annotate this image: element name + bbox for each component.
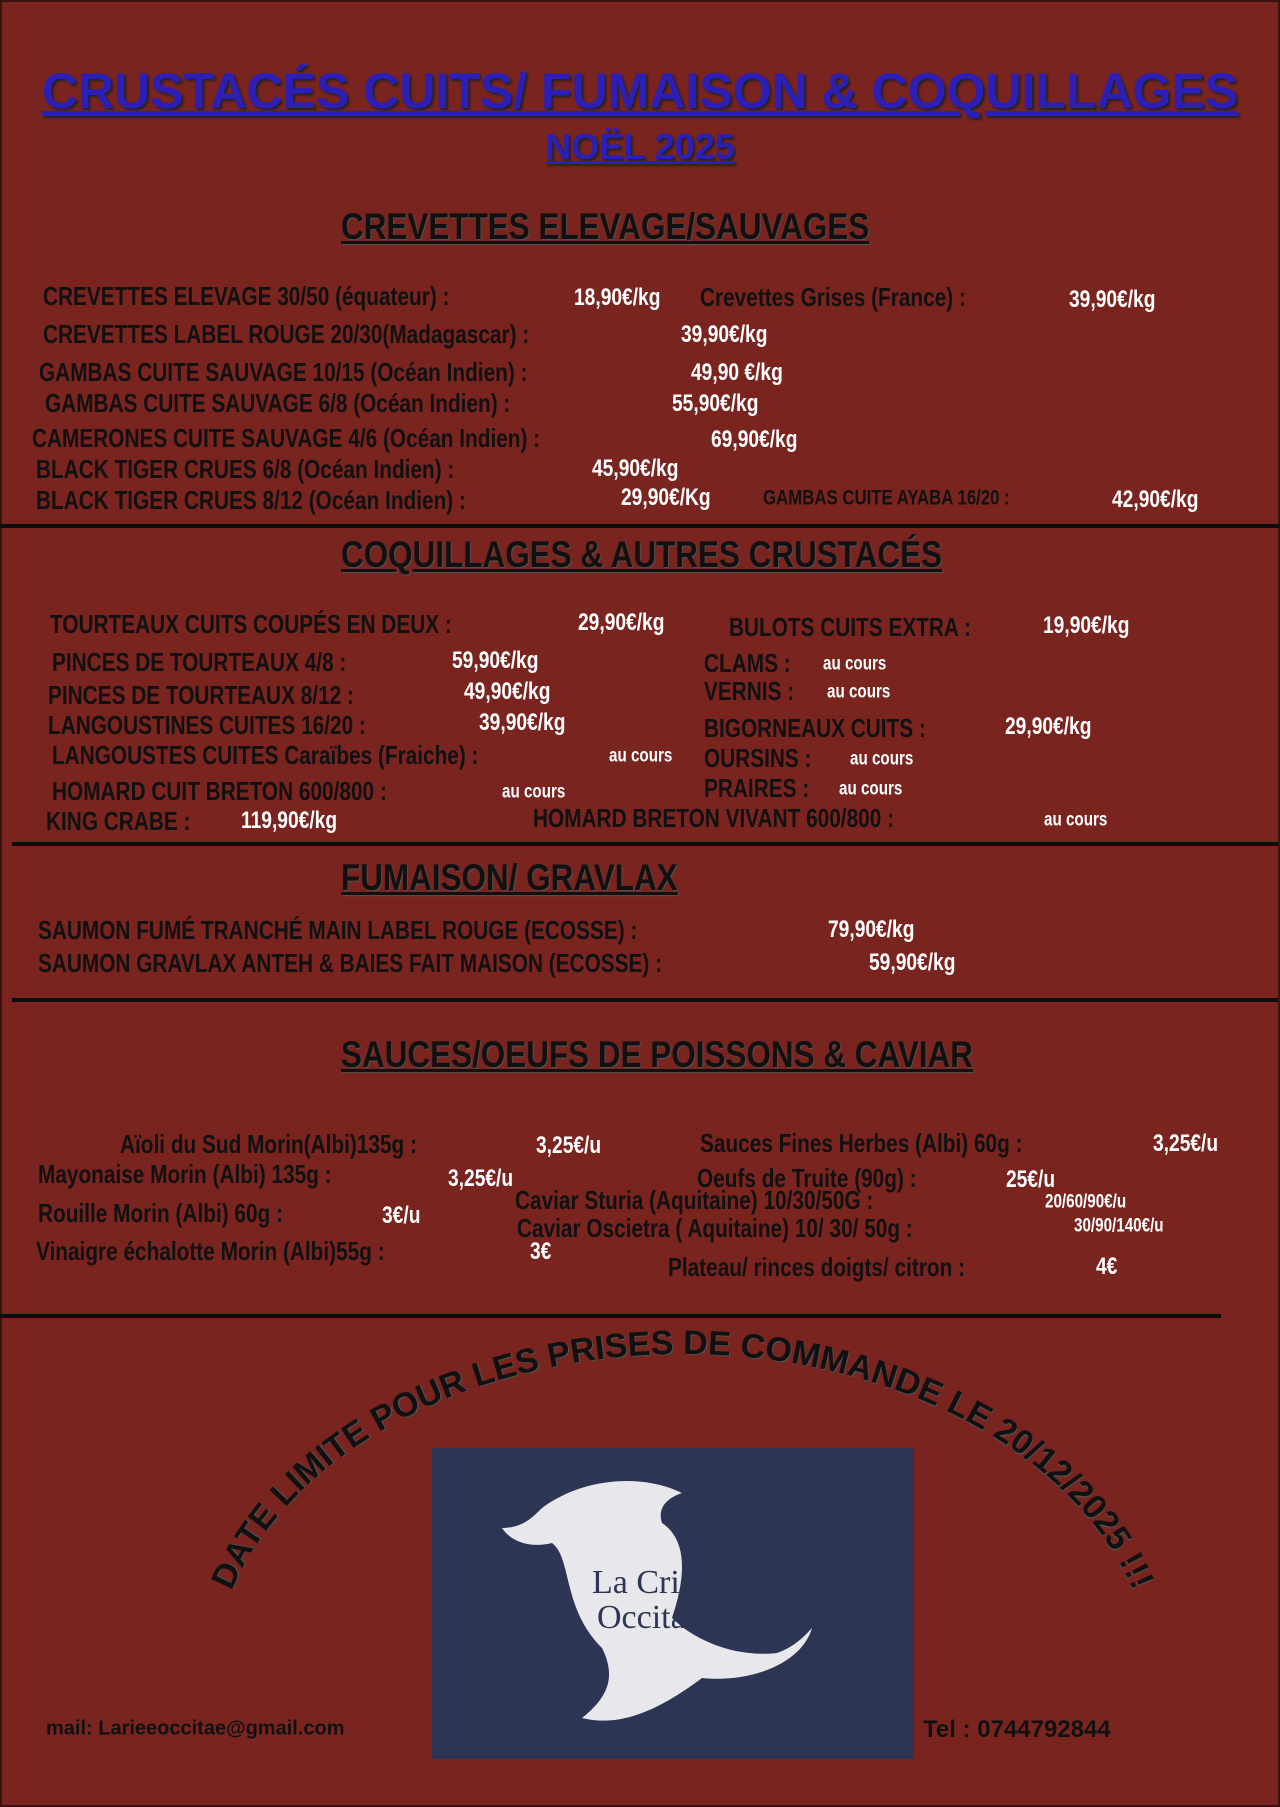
item-label: OURSINS : — [704, 743, 812, 773]
item-label: PRAIRES : — [704, 773, 810, 803]
page-title: CRUSTACÉS CUITS/ FUMAISON & COQUILLAGES — [41, 63, 1239, 119]
item-label: Caviar Oscietra ( Aquitaine) 10/ 30/ 50g : — [517, 1213, 913, 1243]
item-label: GAMBAS CUITE AYABA 16/20 : — [763, 486, 1010, 510]
item-price: au cours — [1044, 809, 1108, 831]
item-price: 18,90€/kg — [574, 284, 661, 311]
item-price: 79,90€/kg — [828, 916, 915, 943]
item-price: 42,90€/kg — [1112, 486, 1199, 513]
item-price: 69,90€/kg — [711, 426, 798, 453]
item-label: Crevettes Grises (France) : — [700, 282, 966, 312]
section-heading-crevettes: CREVETTES ELEVAGE/SAUVAGES — [341, 206, 870, 247]
fish-logo-icon — [432, 1448, 914, 1759]
item-label: BIGORNEAUX CUITS : — [704, 713, 926, 743]
item-label: SAUMON FUMÉ TRANCHÉ MAIN LABEL ROUGE (ECOSSE) : — [38, 915, 638, 945]
item-label: CREVETTES LABEL ROUGE 20/30(Madagascar) : — [43, 319, 530, 349]
item-price: au cours — [850, 748, 914, 770]
item-label: Plateau/ rinces doigts/ citron : — [668, 1252, 966, 1282]
item-price: 30/90/140€/u — [1074, 1215, 1164, 1237]
item-price: 3,25€/u — [1153, 1130, 1219, 1157]
item-price: 3,25€/u — [536, 1132, 602, 1159]
item-price: 19,90€/kg — [1043, 612, 1130, 639]
item-label: Rouille Morin (Albi) 60g : — [38, 1198, 283, 1228]
item-label: CLAMS : — [704, 648, 791, 678]
item-price: 20/60/90€/u — [1045, 1191, 1127, 1213]
item-price: 45,90€/kg — [592, 455, 679, 482]
item-label: Aïoli du Sud Morin(Albi)135g : — [120, 1129, 417, 1159]
item-price: 39,90€/kg — [681, 321, 768, 348]
logo-line2: Occitane — [597, 1599, 718, 1636]
item-label: CREVETTES ELEVAGE 30/50 (équateur) : — [43, 281, 450, 311]
item-price: 119,90€/kg — [241, 807, 338, 834]
contact-phone: Tel : 0744792844 — [923, 1716, 1111, 1743]
item-price: 29,90€/kg — [1005, 713, 1092, 740]
page-subtitle: NOËL 2025 — [545, 126, 735, 167]
item-label: CAMERONES CUITE SAUVAGE 4/6 (Océan Indien) : — [32, 423, 541, 453]
item-label: BULOTS CUITS EXTRA : — [729, 612, 971, 642]
item-price: 29,90€/kg — [578, 609, 665, 636]
item-label: PINCES DE TOURTEAUX 8/12 : — [48, 680, 354, 710]
item-label: HOMARD BRETON VIVANT 600/800 : — [533, 803, 894, 833]
item-label: KING CRABE : — [46, 806, 191, 836]
logo-line1: La Criée — [592, 1564, 710, 1601]
item-price: 3,25€/u — [448, 1165, 514, 1192]
contact-email: mail: Larieeoccitae@gmail.com — [46, 1717, 345, 1740]
item-price: 4€ — [1096, 1253, 1118, 1280]
item-label: Caviar Sturia (Aquitaine) 10/30/50G : — [515, 1185, 874, 1215]
section-heading-coquillages: COQUILLAGES & AUTRES CRUSTACÉS — [341, 534, 943, 575]
deadline-text: DATE LIMITE POUR LES PRISES DE COMMANDE LE 20/12/2025 !!! — [204, 1323, 1161, 1595]
item-price: 25€/u — [1006, 1166, 1056, 1193]
item-price: 49,90 €/kg — [691, 359, 783, 386]
item-price: 49,90€/kg — [464, 678, 551, 705]
item-price: au cours — [609, 745, 673, 767]
item-price: 39,90€/kg — [1069, 286, 1156, 313]
item-label: GAMBAS CUITE SAUVAGE 10/15 (Océan Indien) : — [39, 357, 528, 387]
item-label: GAMBAS CUITE SAUVAGE 6/8 (Océan Indien) : — [45, 388, 511, 418]
item-price: au cours — [827, 681, 891, 703]
item-label: Sauces Fines Herbes (Albi) 60g : — [700, 1128, 1023, 1158]
logo — [432, 1448, 914, 1759]
item-label: Mayonaise Morin (Albi) 135g : — [38, 1159, 332, 1189]
item-label: BLACK TIGER CRUES 8/12 (Océan Indien) : — [36, 485, 466, 515]
item-price: au cours — [823, 653, 887, 675]
item-label: TOURTEAUX CUITS COUPÉS EN DEUX : — [50, 609, 452, 639]
item-label: Vinaigre échalotte Morin (Albi)55g : — [36, 1236, 385, 1266]
item-price: 59,90€/kg — [869, 949, 956, 976]
section-heading-fumaison: FUMAISON/ GRAVLAX — [341, 857, 678, 898]
item-label: BLACK TIGER CRUES 6/8 (Océan Indien) : — [36, 454, 455, 484]
item-price: 39,90€/kg — [479, 709, 566, 736]
section-heading-sauces: SAUCES/OEUFS DE POISSONS & CAVIAR — [341, 1034, 974, 1075]
item-price: 29,90€/Kg — [621, 484, 711, 511]
item-price: au cours — [839, 778, 903, 800]
item-label: VERNIS : — [704, 676, 795, 706]
item-label: SAUMON GRAVLAX ANTEH & BAIES FAIT MAISON (ECOSSE) : — [38, 948, 663, 978]
item-label: Oeufs de Truite (90g) : — [697, 1163, 917, 1193]
item-price: 3€ — [530, 1238, 552, 1265]
item-price: 55,90€/kg — [672, 390, 759, 417]
item-label: HOMARD CUIT BRETON 600/800 : — [52, 776, 387, 806]
item-label: PINCES DE TOURTEAUX 4/8 : — [52, 647, 347, 677]
item-price: 59,90€/kg — [452, 647, 539, 674]
item-label: LANGOUSTINES CUITES 16/20 : — [48, 710, 366, 740]
item-price: 3€/u — [382, 1202, 421, 1229]
item-price: au cours — [502, 781, 566, 803]
item-label: LANGOUSTES CUITES Caraïbes (Fraiche) : — [52, 740, 479, 770]
